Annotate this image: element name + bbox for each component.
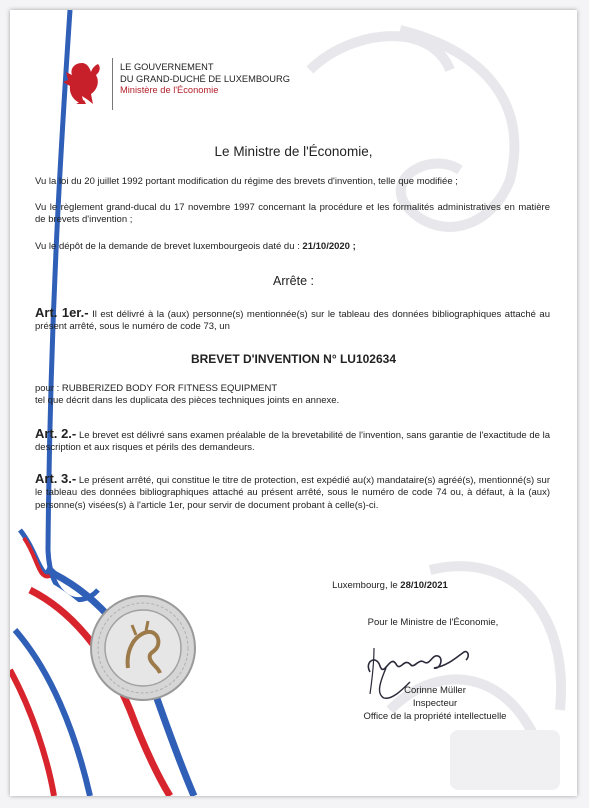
header-divider: [112, 58, 113, 110]
government-name: [120, 62, 380, 97]
article-3-label: Art. 3.-: [35, 471, 77, 486]
lion-logo-icon: [60, 60, 104, 106]
vu-paragraph-1: Vu la loi du 20 juillet 1992 portant modification du régime des brevets d'invention, telle que modifiée ;: [35, 176, 458, 187]
article-1: [35, 307, 550, 334]
invention-title-line: pour : RUBBERIZED BODY FOR FITNESS EQUIPMENT: [35, 383, 278, 394]
article-3: [35, 473, 550, 512]
invention-description-line: tel que décrit dans les duplicata des pièces techniques joints en annexe.: [35, 395, 340, 407]
pour-le-ministre: Pour le Ministre de l'Économie,: [367, 617, 499, 628]
document-frame: [10, 10, 577, 796]
article-1-text: Il est délivré à la (aux) personne(s) mentionnée(s) sur le tableau des données bibliographiques attaché au présent arrêté, sous le numéro de code 73, un: [35, 309, 551, 333]
vu-paragraph-2: Vu le règlement grand-ducal du 17 novembre 1997 concernant la procédure et les formalités administratives en matière de brevets d'invention ;: [35, 202, 550, 226]
gov-line1: LE GOUVERNEMENT: [120, 62, 214, 72]
patent-number: BREVET D'INVENTION N° LU102634: [190, 352, 397, 366]
article-2-label: Art. 2.-: [35, 426, 77, 441]
signatory-name: Corinne Müller: [404, 685, 466, 696]
signatory-block: [340, 684, 530, 723]
vu3-end: ;: [352, 241, 356, 252]
article-2-text: Le brevet est délivré sans examen préalable de la brevetabilité de l'invention, sans garantie de l'exactitude de la description et aux risques et périls des demandeurs.: [35, 430, 551, 454]
article-3-text: Le présent arrêté, qui constitue le titre de protection, est expédié au(x) mandataire(s) agréé(s), mentionné(s) sur le tableau des données bibliographiques attaché au présent arrêté, sous le numéro de code 74 ou, à défaut, à la (aux) personne(s) visées(s) à l'article 1er, pour servir de document probant à celle(s)-ci.: [35, 475, 551, 511]
signatory-office: Office de la propriété intellectuelle: [363, 711, 507, 722]
seal-icon: [88, 593, 198, 703]
place-text: Luxembourg, le: [332, 580, 398, 591]
filing-date: 21/10/2020: [302, 241, 350, 252]
invention-title: [35, 383, 550, 408]
ministry-name: Ministère de l'Économie: [120, 85, 219, 95]
gov-line2: DU GRAND-DUCHÉ DE LUXEMBOURG: [120, 73, 290, 84]
article-2: [35, 428, 550, 455]
page-title: Le Ministre de l'Économie,: [214, 144, 373, 159]
article-1-label: Art. 1er.-: [35, 305, 89, 320]
arrete-heading: Arrête :: [273, 274, 314, 288]
signatory-role: Inspecteur: [412, 698, 458, 709]
signature-date: 28/10/2021: [400, 580, 448, 591]
vu3-text: Vu le dépôt de la demande de brevet luxembourgeois daté du :: [35, 241, 300, 252]
place-and-date: [310, 579, 470, 592]
vu-paragraph-3: [35, 241, 550, 253]
